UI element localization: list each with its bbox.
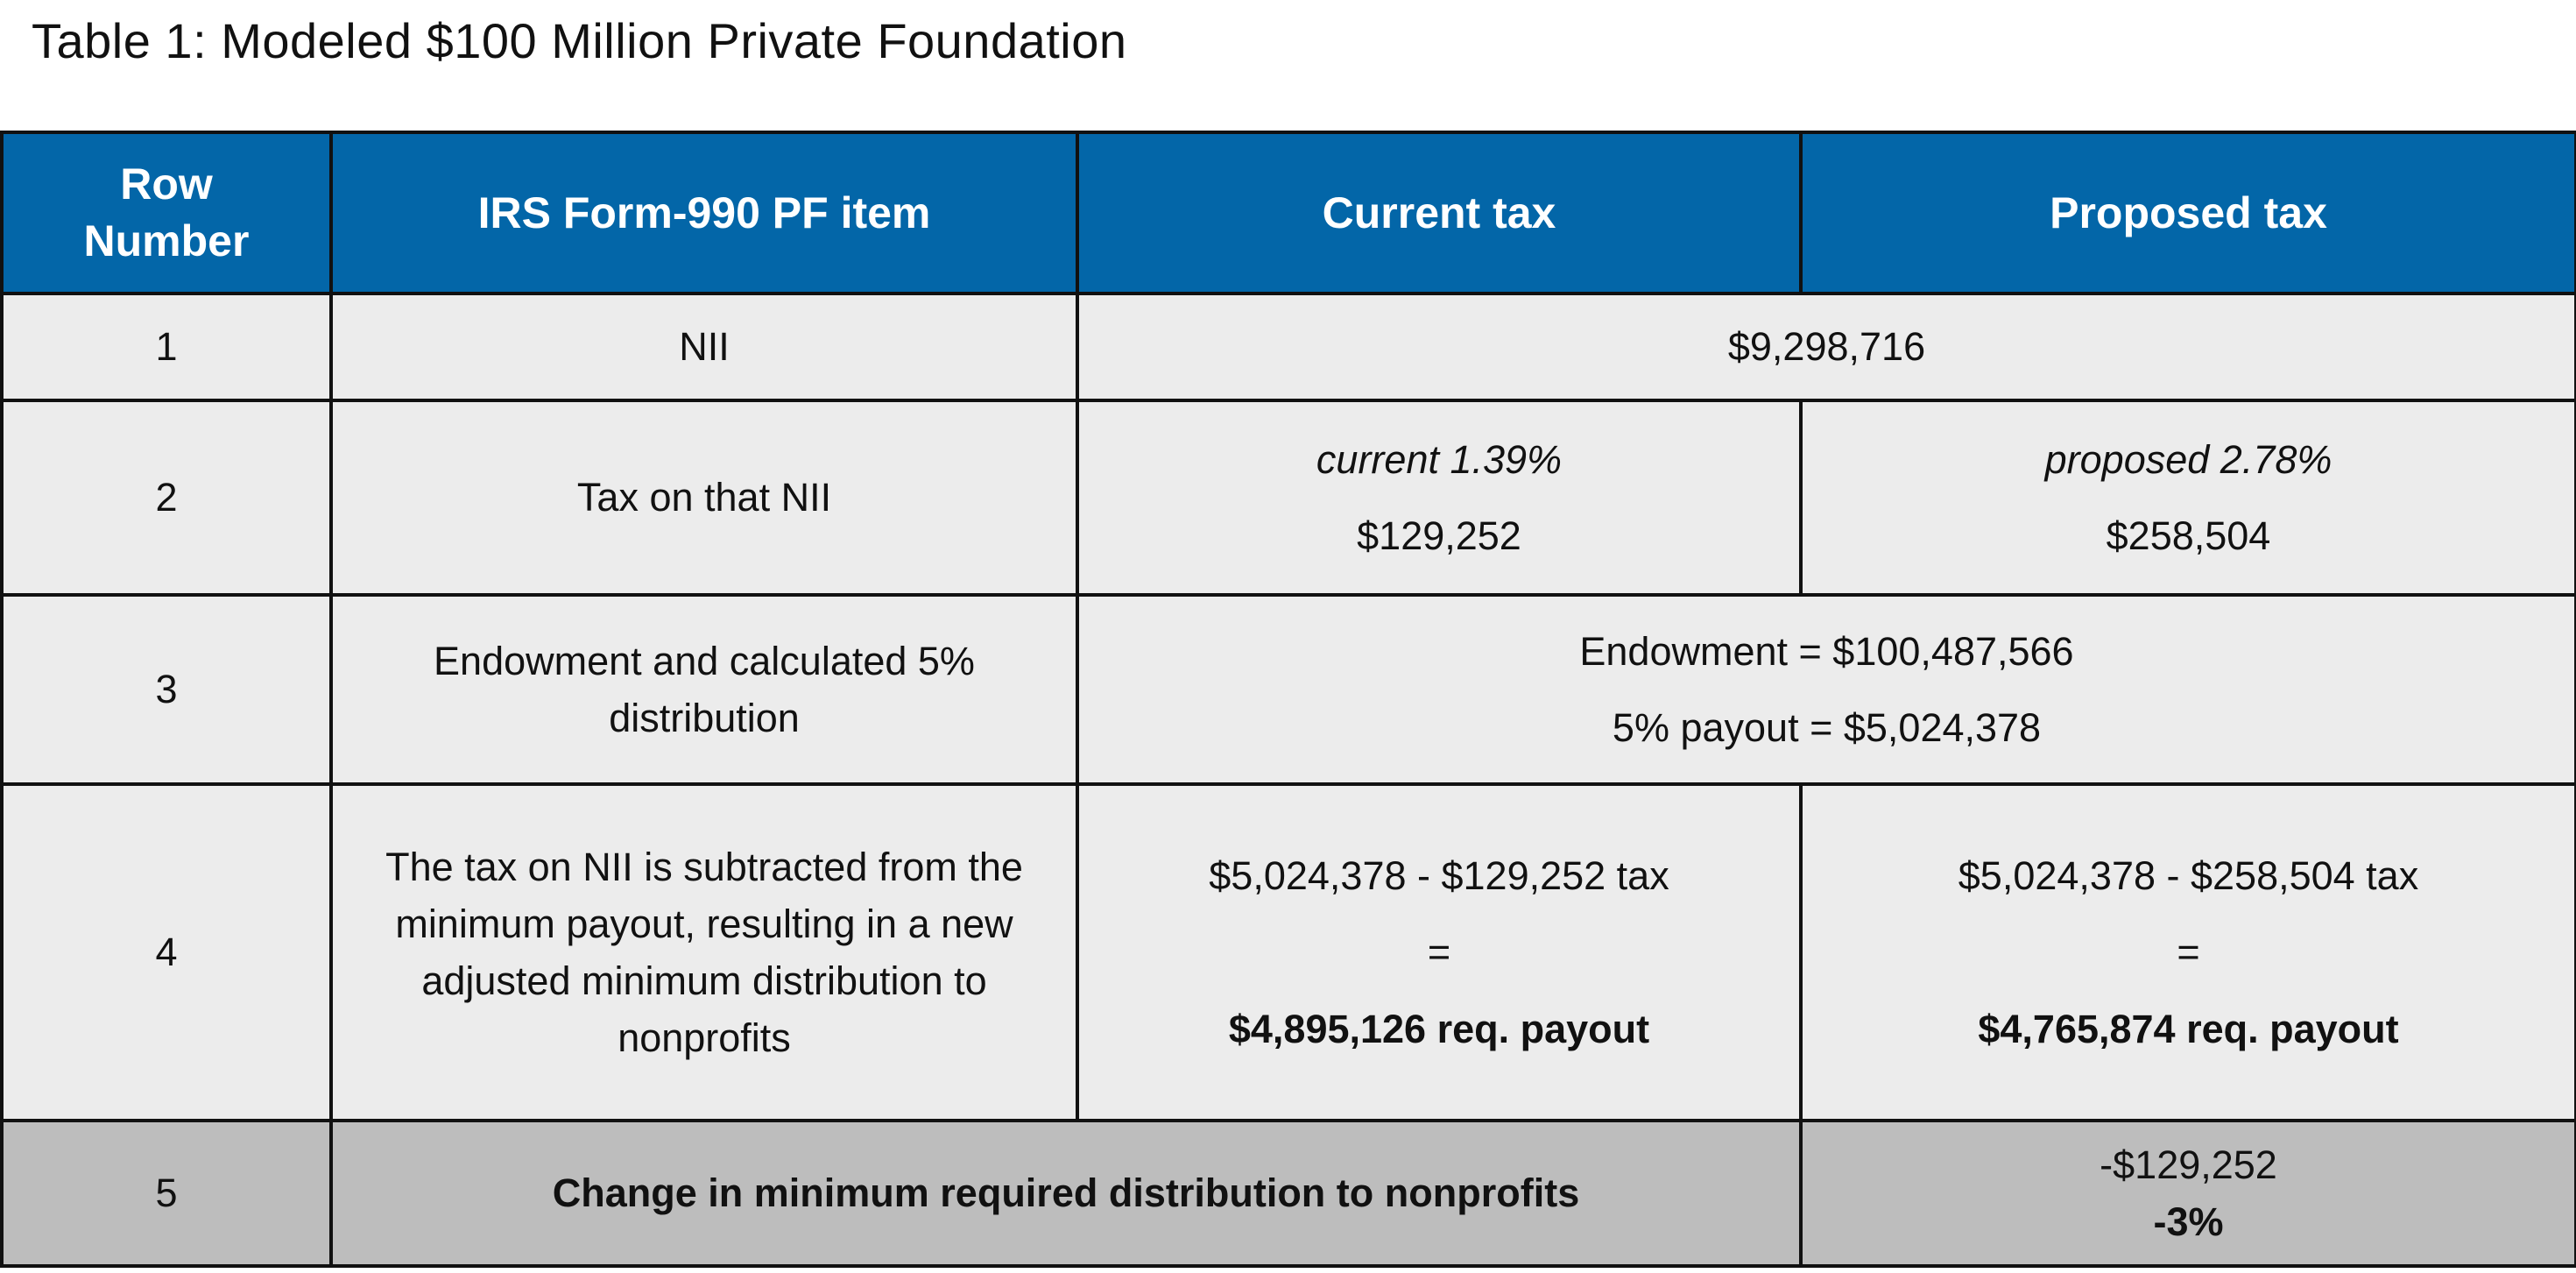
proposed-amount: $258,504	[2106, 513, 2271, 558]
change-label-cell: Change in minimum required distribution to nonprofits	[331, 1121, 1801, 1266]
proposed-tax-cell	[1801, 400, 2576, 595]
row-number-cell: 5	[2, 1121, 331, 1266]
table-row	[2, 400, 2576, 595]
item-cell: The tax on NII is subtracted from the minimum payout, resulting in a new adjusted minimum distribution to nonprofits	[331, 784, 1077, 1121]
foundation-tax-table	[0, 131, 2576, 1268]
table-row	[2, 595, 2576, 784]
table-row	[2, 784, 2576, 1121]
item-cell: Tax on that NII	[331, 400, 1077, 595]
change-amount: -$129,252	[2100, 1142, 2277, 1187]
proposed-calc-cell	[1801, 784, 2576, 1121]
header-irs-item: IRS Form-990 PF item	[331, 132, 1077, 293]
item-cell: NII	[331, 293, 1077, 400]
header-row	[2, 132, 2576, 293]
current-tax-cell	[1077, 400, 1801, 595]
current-calc: $5,024,378 - $129,252 tax	[1209, 853, 1669, 899]
current-amount: $129,252	[1357, 513, 1521, 558]
item-cell: Endowment and calculated 5% distribution	[331, 595, 1077, 784]
proposed-result: $4,765,874 req. payout	[1978, 1006, 2399, 1051]
row-number-cell: 1	[2, 293, 331, 400]
current-rate: current 1.39%	[1316, 436, 1563, 482]
change-percent: -3%	[2153, 1199, 2224, 1244]
header-current-tax: Current tax	[1077, 132, 1801, 293]
nii-value-cell: $9,298,716	[1077, 293, 2576, 400]
table-row	[2, 1121, 2576, 1266]
row-number-cell: 2	[2, 400, 331, 595]
current-calc-cell	[1077, 784, 1801, 1121]
table-title: Table 1: Modeled $100 Million Private Foundation	[32, 13, 1127, 68]
current-result: $4,895,126 req. payout	[1228, 1006, 1650, 1051]
header-proposed-tax: Proposed tax	[1801, 132, 2576, 293]
table-row	[2, 293, 2576, 400]
change-value-cell	[1801, 1121, 2576, 1266]
proposed-rate: proposed 2.78%	[2044, 436, 2333, 482]
header-row-number: Row Number	[2, 132, 331, 293]
current-equals: =	[1427, 930, 1451, 975]
row-number-cell: 3	[2, 595, 331, 784]
row-number-cell: 4	[2, 784, 331, 1121]
endowment-value: Endowment = $100,487,566	[1579, 628, 2074, 674]
payout-value: 5% payout = $5,024,378	[1612, 705, 2042, 750]
endowment-cell	[1077, 595, 2576, 784]
proposed-equals: =	[2177, 930, 2200, 975]
proposed-calc: $5,024,378 - $258,504 tax	[1958, 853, 2419, 899]
